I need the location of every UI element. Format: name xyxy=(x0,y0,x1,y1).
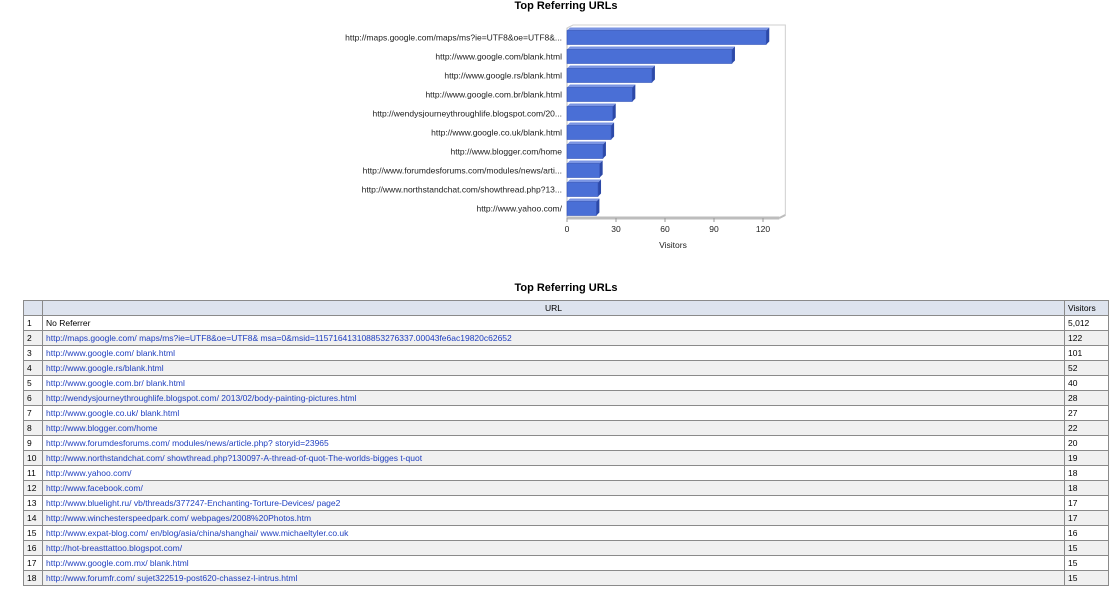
row-url-cell xyxy=(43,376,1065,391)
row-rank: 3 xyxy=(24,346,43,361)
row-rank: 12 xyxy=(24,481,43,496)
bar xyxy=(567,126,611,140)
bar xyxy=(567,202,596,216)
row-url-cell xyxy=(43,496,1065,511)
row-url-cell xyxy=(43,526,1065,541)
referrer-link[interactable]: http://www.northstandchat.com/ showthread.php?130097-A-thread-of-quot-The-worlds-bigges t-quot xyxy=(46,453,423,463)
category-label: http://www.yahoo.com/ xyxy=(476,203,562,214)
row-visitors: 27 xyxy=(1065,406,1109,421)
bar-side-face xyxy=(766,28,769,45)
row-visitors: 17 xyxy=(1065,496,1109,511)
x-tick-label: 90 xyxy=(709,224,719,234)
bar-chart xyxy=(0,0,1120,260)
row-visitors: 17 xyxy=(1065,511,1109,526)
row-url-cell xyxy=(43,451,1065,466)
row-visitors: 52 xyxy=(1065,361,1109,376)
x-axis-label: Visitors xyxy=(659,240,687,250)
row-visitors: 15 xyxy=(1065,541,1109,556)
bar-top-face xyxy=(567,66,655,69)
row-url-cell xyxy=(43,331,1065,346)
bar-top-face xyxy=(567,47,735,50)
row-url-cell xyxy=(43,391,1065,406)
table-row xyxy=(24,496,1109,511)
table-row xyxy=(24,451,1109,466)
row-url-cell xyxy=(43,511,1065,526)
row-url-cell xyxy=(43,481,1065,496)
table-row xyxy=(24,541,1109,556)
table-row xyxy=(24,331,1109,346)
row-rank: 15 xyxy=(24,526,43,541)
row-visitors: 122 xyxy=(1065,331,1109,346)
chart-title: Top Referring URLs xyxy=(514,0,618,12)
bar-top-face xyxy=(567,85,635,88)
row-visitors: 101 xyxy=(1065,346,1109,361)
table-row xyxy=(24,556,1109,571)
row-rank: 16 xyxy=(24,541,43,556)
table-row xyxy=(24,466,1109,481)
referrer-link[interactable]: http://www.facebook.com/ xyxy=(46,483,143,493)
bar xyxy=(567,31,766,45)
row-visitors: 22 xyxy=(1065,421,1109,436)
category-label: http://www.google.com.br/blank.html xyxy=(425,89,562,100)
table-row xyxy=(24,346,1109,361)
referrer-link[interactable]: http://maps.google.com/ maps/ms?ie=UTF8&oe=UTF8& msa=0&msid=115716413108853276337.00043fe6ac19820c62652 xyxy=(46,333,512,343)
bar-side-face xyxy=(632,85,635,102)
row-rank: 6 xyxy=(24,391,43,406)
referrer-link[interactable]: http://www.forumfr.com/ sujet322519-post620-chassez-l-intrus.html xyxy=(46,573,298,583)
row-rank: 2 xyxy=(24,331,43,346)
table-row xyxy=(24,526,1109,541)
row-rank: 7 xyxy=(24,406,43,421)
header-rank xyxy=(24,301,43,316)
table-row xyxy=(24,316,1109,331)
bar-side-face xyxy=(596,199,599,216)
row-url-cell xyxy=(43,466,1065,481)
referrer-link[interactable]: http://www.expat-blog.com/ en/blog/asia/china/shanghai/ www.michaeltyler.co.uk xyxy=(46,528,349,538)
category-label: http://www.forumdesforums.com/modules/news/arti... xyxy=(362,165,562,176)
row-visitors: 16 xyxy=(1065,526,1109,541)
row-rank: 10 xyxy=(24,451,43,466)
table-row xyxy=(24,511,1109,526)
table-row xyxy=(24,391,1109,406)
row-visitors: 40 xyxy=(1065,376,1109,391)
row-url-cell: No Referrer xyxy=(43,316,1065,331)
bar-top-face xyxy=(567,161,603,164)
category-label: http://www.google.com/blank.html xyxy=(435,51,562,62)
row-rank: 17 xyxy=(24,556,43,571)
row-visitors: 15 xyxy=(1065,571,1109,586)
bar-side-face xyxy=(613,104,616,121)
bar-top-face xyxy=(567,28,769,31)
bar-side-face xyxy=(598,180,601,197)
row-url-cell xyxy=(43,421,1065,436)
category-label: http://maps.google.com/maps/ms?ie=UTF8&oe=UTF8&... xyxy=(345,32,562,43)
row-rank: 1 xyxy=(24,316,43,331)
bar xyxy=(567,145,603,159)
row-url-cell xyxy=(43,556,1065,571)
table-row xyxy=(24,361,1109,376)
header-visitors[interactable]: Visitors xyxy=(1065,301,1109,316)
x-tick-label: 60 xyxy=(660,224,670,234)
row-visitors: 18 xyxy=(1065,481,1109,496)
referrer-link[interactable]: http://www.forumdesforums.com/ modules/news/article.php? storyid=23965 xyxy=(46,438,329,448)
row-url-cell xyxy=(43,346,1065,361)
bar xyxy=(567,88,632,102)
row-url-cell xyxy=(43,571,1065,586)
row-rank: 13 xyxy=(24,496,43,511)
referring-urls-table xyxy=(23,300,1109,586)
referrer-link[interactable]: http://www.yahoo.com/ xyxy=(46,468,132,478)
category-label: http://www.google.rs/blank.html xyxy=(444,70,562,81)
table-row xyxy=(24,571,1109,586)
row-rank: 18 xyxy=(24,571,43,586)
row-url-cell xyxy=(43,361,1065,376)
row-rank: 8 xyxy=(24,421,43,436)
category-label: http://www.google.co.uk/blank.html xyxy=(431,127,562,138)
bar xyxy=(567,69,652,83)
row-rank: 11 xyxy=(24,466,43,481)
bar-top-face xyxy=(567,142,606,145)
table-row xyxy=(24,421,1109,436)
bar-top-face xyxy=(567,199,599,202)
table-row xyxy=(24,481,1109,496)
row-visitors: 28 xyxy=(1065,391,1109,406)
table-header-row xyxy=(24,301,1109,316)
row-rank: 4 xyxy=(24,361,43,376)
row-rank: 9 xyxy=(24,436,43,451)
bar xyxy=(567,50,732,64)
referrer-link[interactable]: http://www.blogger.com/home xyxy=(46,423,158,433)
row-rank: 5 xyxy=(24,376,43,391)
table-title: Top Referring URLs xyxy=(514,282,618,294)
bar-top-face xyxy=(567,123,614,126)
referrer-link[interactable]: http://www.google.com.mx/ blank.html xyxy=(46,558,189,568)
bar-top-face xyxy=(567,180,601,183)
bar-side-face xyxy=(603,142,606,159)
category-label: http://www.blogger.com/home xyxy=(450,146,562,157)
table-row xyxy=(24,406,1109,421)
referrer-link[interactable]: http://www.google.com/ blank.html xyxy=(46,348,175,358)
row-visitors: 5,012 xyxy=(1065,316,1109,331)
bar xyxy=(567,164,600,178)
referrer-link[interactable]: http://www.bluelight.ru/ vb/threads/377247-Enchanting-Torture-Devices/ page2 xyxy=(46,498,341,508)
category-label: http://www.northstandchat.com/showthread.php?13... xyxy=(361,184,562,195)
bar xyxy=(567,107,613,121)
header-url[interactable]: URL xyxy=(43,301,1065,316)
row-url-cell xyxy=(43,406,1065,421)
bar-side-face xyxy=(600,161,603,178)
row-visitors: 19 xyxy=(1065,451,1109,466)
referrer-link[interactable]: http://www.google.rs/blank.html xyxy=(46,363,164,373)
table-row xyxy=(24,376,1109,391)
referrer-link[interactable]: http://www.winchesterspeedpark.com/ webpages/2008%20Photos.htm xyxy=(46,513,312,523)
row-visitors: 15 xyxy=(1065,556,1109,571)
row-url-cell xyxy=(43,436,1065,451)
row-rank: 14 xyxy=(24,511,43,526)
referrer-link[interactable]: http://wendysjourneythroughlife.blogspot.com/ 2013/02/body-painting-pictures.html xyxy=(46,393,357,403)
bar-side-face xyxy=(732,47,735,64)
x-tick-label: 0 xyxy=(564,224,570,234)
category-label: http://wendysjourneythroughlife.blogspot.com/20... xyxy=(372,108,562,119)
row-visitors: 20 xyxy=(1065,436,1109,451)
referrer-link[interactable]: http://www.google.com.br/ blank.html xyxy=(46,378,185,388)
bar-side-face xyxy=(652,66,655,83)
x-tick-label: 120 xyxy=(755,224,771,234)
row-url-cell xyxy=(43,541,1065,556)
referrer-link[interactable]: http://www.google.co.uk/ blank.html xyxy=(46,408,180,418)
row-visitors: 18 xyxy=(1065,466,1109,481)
bar xyxy=(567,183,598,197)
bar-side-face xyxy=(611,123,614,140)
referrer-link[interactable]: http://hot-breasttattoo.blogspot.com/ xyxy=(46,543,183,553)
x-tick-label: 30 xyxy=(611,224,621,234)
bar-top-face xyxy=(567,104,616,107)
table-row xyxy=(24,436,1109,451)
